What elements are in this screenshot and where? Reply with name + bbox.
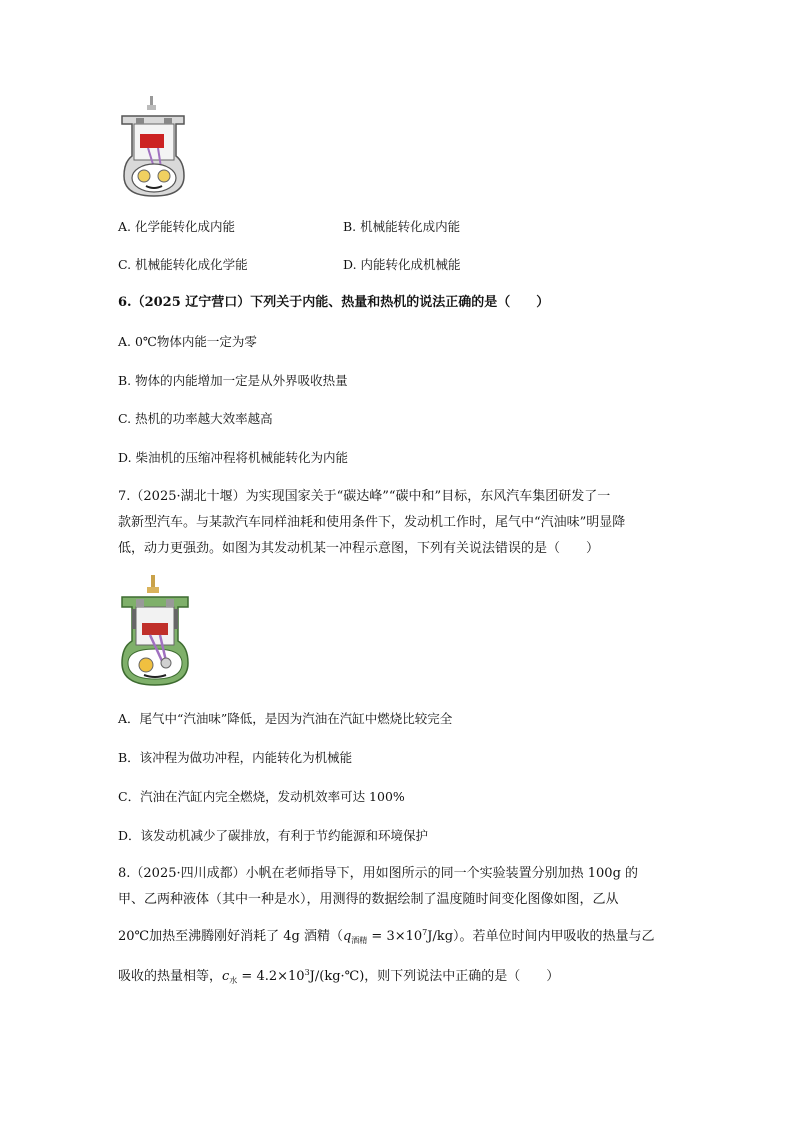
q5-option-d[interactable]: D. 内能转化成机械能	[343, 257, 461, 272]
q5-option-a[interactable]: A. 化学能转化成内能	[118, 219, 235, 234]
q7-stem-line1: 7.（2025·湖北十堰）为实现国家关于“碳达峰”“碳中和”目标，东风汽车集团研发了一	[118, 489, 611, 504]
q6-option-c[interactable]: C. 热机的功率越大效率越高	[118, 411, 273, 426]
q8-stem-line3	[118, 925, 655, 949]
engine-diagram-q7	[118, 575, 192, 689]
q6-option-a[interactable]: A. 0℃物体内能一定为零	[118, 334, 257, 349]
q8-stem-line4	[118, 965, 559, 989]
q8-stem-line2: 甲、乙两种液体（其中一种是水），用测得的数据绘制了温度随时间变化图像如图，乙从	[118, 892, 619, 907]
q7-option-b[interactable]: B．该冲程为做功冲程，内能转化为机械能	[118, 750, 353, 765]
q5-option-b[interactable]: B. 机械能转化成内能	[343, 219, 461, 234]
q6-stem: 6.（2025 辽宁营口）下列关于内能、热量和热机的说法正确的是（ ）	[118, 295, 550, 310]
q6-option-d[interactable]: D. 柴油机的压缩冲程将机械能转化为内能	[118, 450, 349, 465]
q5-option-c[interactable]: C. 机械能转化成化学能	[118, 257, 248, 272]
q8-line3-text: 20℃加热至沸腾刚好消耗了 4g 酒精（	[118, 929, 343, 944]
q8-q-exponent: 7	[422, 928, 428, 937]
q8-c-exponent: 3	[304, 968, 310, 977]
q7-option-c[interactable]: C．汽油在汽缸内完全燃烧，发动机效率可达 100%	[118, 789, 405, 804]
q8-stem-line1: 8.（2025·四川成都）小帆在老师指导下，用如图所示的同一个实验装置分别加热 100g 的	[118, 866, 639, 881]
q8-c-unit: J/(kg·℃)，则下列说法中正确的是（ ）	[309, 969, 560, 984]
q7-option-d[interactable]: D．该发动机减少了碳排放，有利于节约能源和环境保护	[118, 828, 429, 843]
engine-diagram-q5	[118, 96, 190, 200]
q7-stem-line2: 款新型汽车。与某款汽车同样油耗和使用条件下，发动机工作时，尾气中“汽油味”明显降	[118, 515, 626, 530]
q8-q-subscript: 酒精	[351, 936, 368, 945]
q7-option-a[interactable]: A．尾气中“汽油味”降低，是因为汽油在汽缸中燃烧比较完全	[118, 711, 453, 726]
q7-stem-line3: 低，动力更强劲。如图为其发动机某一冲程示意图，下列有关说法错误的是（ ）	[118, 541, 600, 556]
q8-q-unit: J/kg）。若单位时间内甲吸收的热量与乙	[427, 929, 655, 944]
q8-c-symbol: c	[222, 969, 230, 984]
q8-q-value: = 3×10	[367, 929, 423, 944]
q6-option-b[interactable]: B. 物体的内能增加一定是从外界吸收热量	[118, 373, 348, 388]
q8-line4-text: 吸收的热量相等，	[118, 969, 223, 984]
q8-c-subscript: 水	[229, 976, 238, 985]
q8-c-value: = 4.2×10	[237, 969, 305, 984]
q8-q-symbol: q	[342, 929, 352, 944]
